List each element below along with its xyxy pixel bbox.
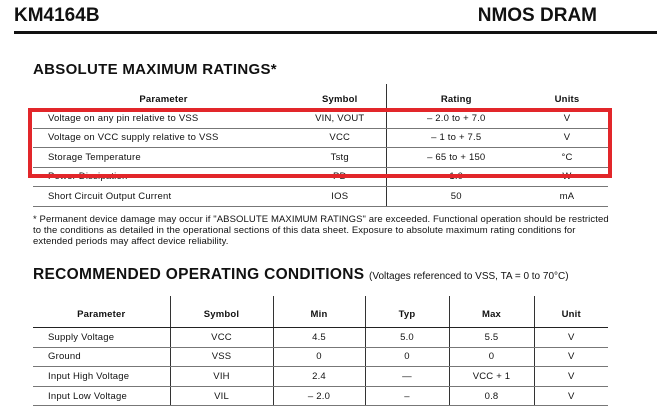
typ-cell: 0 <box>365 347 449 367</box>
table-row <box>33 328 608 348</box>
unit-cell: °C <box>526 148 608 168</box>
rating-cell: – 2.0 to + 7.0 <box>386 109 526 129</box>
unit-cell: V <box>526 128 608 148</box>
symbol-cell: IOS <box>294 187 386 207</box>
table-row <box>33 187 608 207</box>
min-cell: 0 <box>273 347 365 367</box>
unit-cell: V <box>526 109 608 129</box>
unit-cell: V <box>534 328 608 348</box>
table-row <box>33 386 608 406</box>
symbol-cell: VCC <box>170 328 273 348</box>
rating-cell: 50 <box>386 187 526 207</box>
symbol-cell: PD <box>294 167 386 187</box>
rating-cell: – 65 to + 150 <box>386 148 526 168</box>
max-cell: VCC + 1 <box>449 367 534 387</box>
rating-cell: – 1 to + 7.5 <box>386 128 526 148</box>
recommended-table <box>33 296 608 406</box>
unit-cell: W <box>526 167 608 187</box>
column-header: Unit <box>534 296 608 328</box>
symbol-cell: Tstg <box>294 148 386 168</box>
highlight-box <box>28 108 612 178</box>
recommended-title-text: RECOMMENDED OPERATING CONDITIONS <box>33 266 365 283</box>
param-cell: Voltage on VCC supply relative to VSS <box>33 128 294 148</box>
unit-cell: mA <box>526 187 608 207</box>
param-cell: Storage Temperature <box>33 148 294 168</box>
column-header: Typ <box>365 296 449 328</box>
abs-max-title: ABSOLUTE MAXIMUM RATINGS* <box>33 61 277 78</box>
unit-cell: V <box>534 367 608 387</box>
symbol-cell: VIH <box>170 367 273 387</box>
param-cell: Input High Voltage <box>33 367 170 387</box>
symbol-cell: VIL <box>170 386 273 406</box>
column-header: Units <box>526 84 608 109</box>
symbol-cell: VIN, VOUT <box>294 109 386 129</box>
header-rule <box>14 31 657 34</box>
symbol-cell: VSS <box>170 347 273 367</box>
rating-cell: 1.0 <box>386 167 526 187</box>
typ-cell: 5.0 <box>365 328 449 348</box>
recommended-note: (Voltages referenced to VSS, TA = 0 to 70°C) <box>369 271 569 282</box>
recommended-title <box>33 266 569 284</box>
column-header: Rating <box>386 84 526 109</box>
unit-cell: V <box>534 347 608 367</box>
symbol-cell: VCC <box>294 128 386 148</box>
typ-cell: – <box>365 386 449 406</box>
table-row <box>33 367 608 387</box>
param-cell: Short Circuit Output Current <box>33 187 294 207</box>
param-cell: Voltage on any pin relative to VSS <box>33 109 294 129</box>
footnote: * Permanent device damage may occur if "ABSOLUTE MAXIMUM RATINGS" are exceeded. Functional operation should be restricted to the conditions as detailed in the operational sections of this data sheet. Exposure to absolute maximum rating conditions for extended periods may affect device reliability. <box>33 214 609 247</box>
param-cell: Power Dissipation <box>33 167 294 187</box>
param-cell: Input Low Voltage <box>33 386 170 406</box>
min-cell: 2.4 <box>273 367 365 387</box>
table-header-row <box>33 296 608 328</box>
max-cell: 5.5 <box>449 328 534 348</box>
column-header: Max <box>449 296 534 328</box>
column-header: Min <box>273 296 365 328</box>
max-cell: 0.8 <box>449 386 534 406</box>
part-number: KM4164B <box>14 5 100 26</box>
param-cell: Supply Voltage <box>33 328 170 348</box>
column-header: Parameter <box>33 296 170 328</box>
column-header: Symbol <box>170 296 273 328</box>
unit-cell: V <box>534 386 608 406</box>
param-cell: Ground <box>33 347 170 367</box>
typ-cell: — <box>365 367 449 387</box>
column-header: Symbol <box>294 84 386 109</box>
device-type: NMOS DRAM <box>477 5 597 26</box>
column-header: Parameter <box>33 84 294 109</box>
max-cell: 0 <box>449 347 534 367</box>
min-cell: – 2.0 <box>273 386 365 406</box>
table-header-row <box>33 84 608 109</box>
table-row <box>33 347 608 367</box>
min-cell: 4.5 <box>273 328 365 348</box>
